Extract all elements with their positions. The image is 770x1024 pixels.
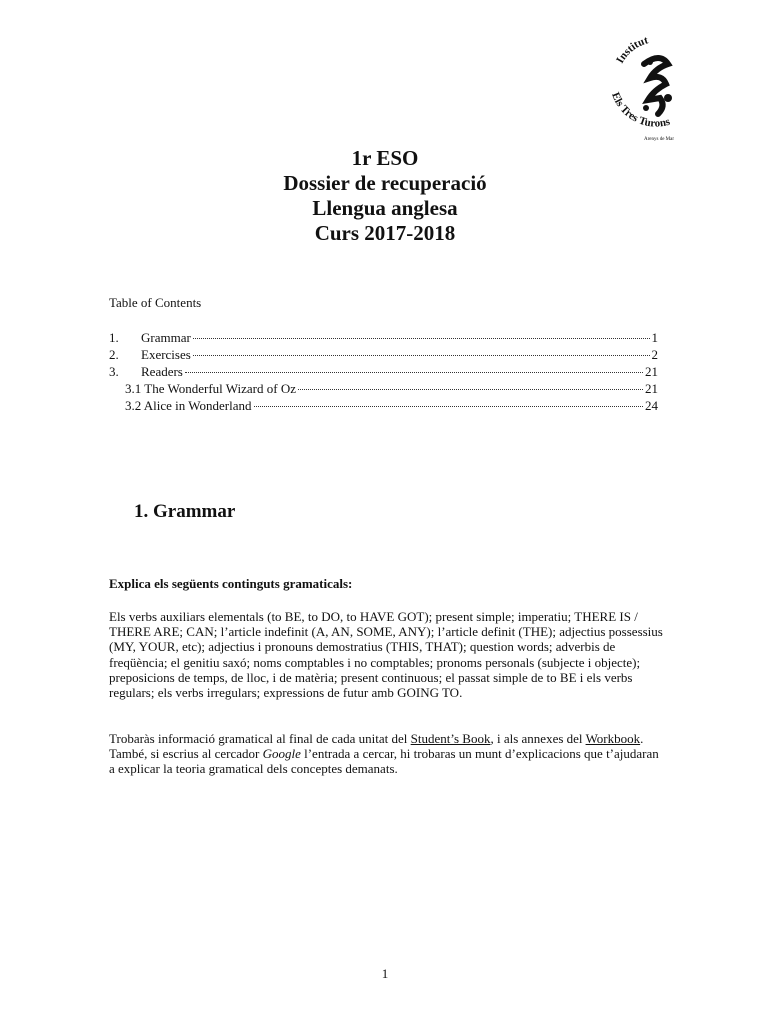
toc-leader: [193, 327, 650, 339]
title-line-1: 1r ESO: [351, 146, 419, 170]
toc-entry-number: 1.: [109, 330, 119, 345]
toc-leader: [185, 361, 643, 373]
logo-top-text: Institut: [614, 34, 650, 66]
workbook-link[interactable]: Workbook: [585, 731, 641, 746]
toc-leader: [254, 395, 643, 407]
table-of-contents: [109, 329, 658, 414]
logo-bottom-text: Els Tres Turons: [609, 90, 672, 130]
title-line-4: Curs 2017-2018: [314, 221, 456, 245]
google-emphasis: Google: [262, 746, 301, 762]
paragraph-text: . També, si escrius al cercador: [109, 731, 644, 762]
toc-entry-number: 2.: [109, 347, 119, 362]
toc-entry-page: 24: [645, 398, 658, 413]
document-title: [0, 146, 770, 246]
school-logo: [600, 34, 710, 144]
title-line-2: Dossier de recuperació: [283, 171, 487, 195]
title-line-3: Llengua anglesa: [312, 196, 458, 220]
toc-entry-label: Exercises: [141, 347, 191, 362]
paragraph-text: l’entrada a cercar, hi trobaras un munt d’explicacions que t’ajudaran a explicar la teoria gramatical dels conceptes demanats.: [109, 746, 659, 777]
toc-leader: [193, 344, 650, 356]
section-heading: 1. Grammar: [134, 501, 236, 522]
page-number: 1: [381, 966, 389, 981]
toc-entry-page: 21: [645, 364, 658, 379]
toc-entry-number: 3.: [109, 364, 119, 379]
toc-entry-page: 2: [651, 347, 658, 362]
grammar-topics-paragraph: Els verbs auxiliars elementals (to BE, to DO, to HAVE GOT); present simple; imperatiu; THERE IS / THERE ARE; CAN; l’article indefinit (A, AN, SOME, ANY); l’article definit (THE); adjectius possessius (MY, YOUR, etc); adjectius i pronouns demostratius (THIS, THAT); question words; adverbis de freqüència; el genitiu saxó; noms comptables i no comptables; pronoms personals (subjecte i objecte); preposicions de temps, de lloc, i de matèria; present continuous; el passat simple de to BE i els verbs regulars; els verbs irregulars; expressions de futur amb GOING TO.: [109, 609, 663, 701]
toc-leader: [298, 378, 643, 390]
toc-entry-label: Readers: [141, 364, 183, 379]
toc-entry-alice[interactable]: [109, 397, 658, 414]
toc-entry-page: 21: [645, 381, 658, 396]
students-book-link[interactable]: Student’s Book: [410, 731, 491, 746]
paragraph-text: , i als annexes del: [490, 731, 586, 746]
toc-entry-label: 3.1 The Wonderful Wizard of Oz: [125, 381, 296, 396]
toc-entry-label: 3.2 Alice in Wonderland: [125, 398, 252, 413]
toc-entry-label: Grammar: [141, 330, 191, 345]
paragraph-text: Trobaràs informació gramatical al final de cada unitat del: [109, 731, 411, 746]
toc-entry-page: 1: [651, 330, 658, 345]
instruction-text: Explica els següents continguts gramaticals:: [109, 576, 353, 591]
resources-paragraph: [109, 731, 665, 777]
school-emblem-icon: [600, 34, 710, 144]
toc-heading: Table of Contents: [109, 295, 202, 310]
logo-small-text: Arenys de Mar: [644, 137, 674, 142]
